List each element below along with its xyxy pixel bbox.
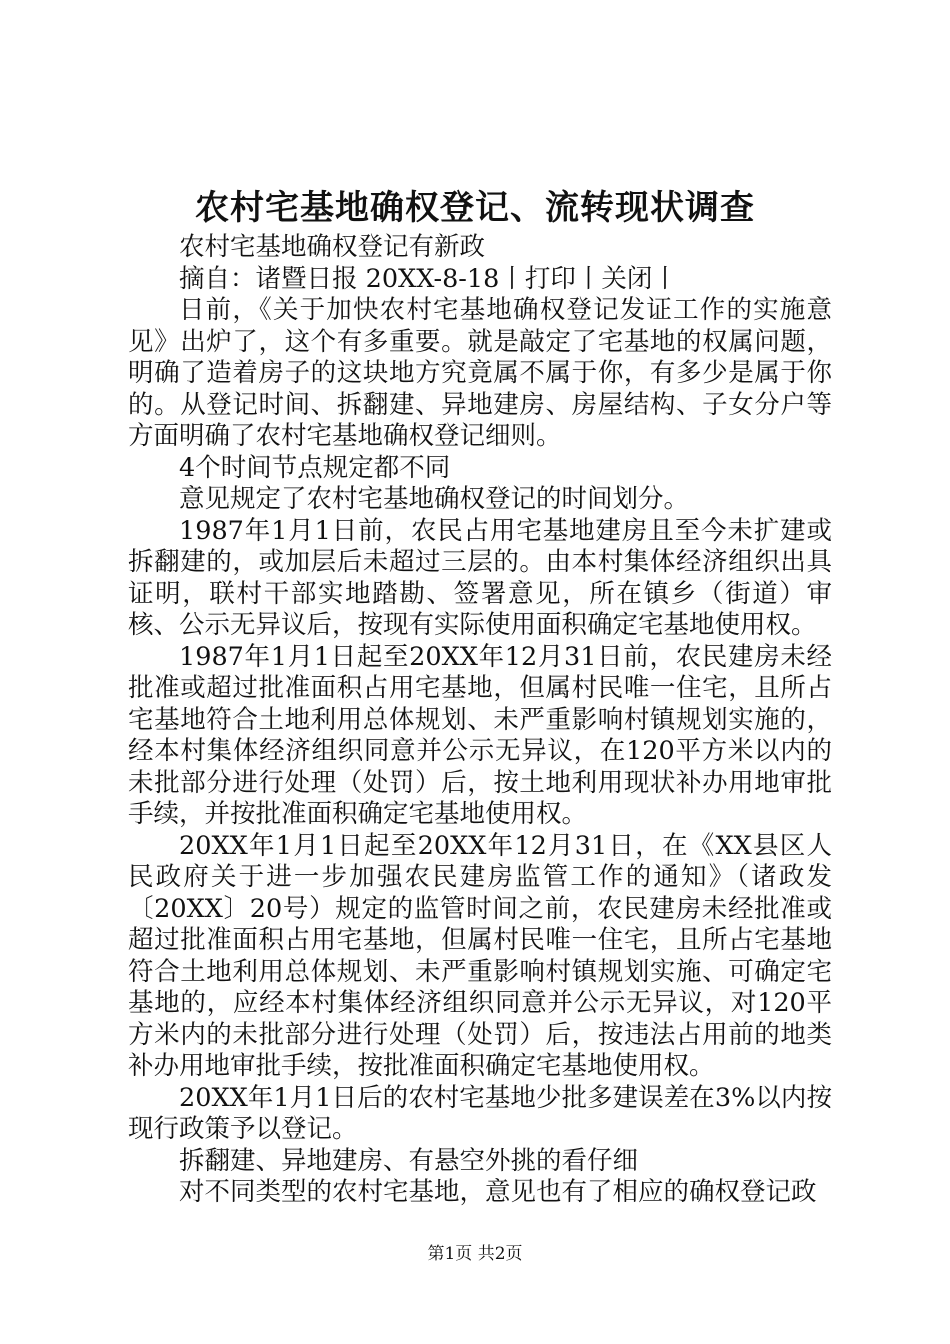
- document-body: [128, 232, 832, 1209]
- paragraph-source-line: 摘自：诸暨日报 20XX-8-18丨打印丨关闭丨: [179, 263, 678, 294]
- paragraph-before-1987: 1987年1月1日前，农民占用宅基地建房且至今未扩建或拆翻建的，或加层后未超过三层的。由本村集体经济组织出具证明，联村干部实地踏勘、签署意见，所在镇乡（街道）审核、公示无异议后，按现有实际使用面积确定宅基地使用权。: [128, 515, 832, 640]
- paragraph-1987-period: 1987年1月1日起至20XX年12月31日前，农民建房未经批准或超过批准面积占用宅基地，但属村民唯一住宅，且所占宅基地符合土地利用总体规划、未严重影响村镇规划实施的，经本村集体经济组织同意并公示无异议，在120平方米以内的未批部分进行处理（处罚）后，按土地利用现状补办用地审批手续，并按批准面积确定宅基地使用权。: [128, 641, 832, 829]
- page-footer: 第1页 共2页: [427, 1244, 523, 1264]
- paragraph-intro: 日前，《关于加快农村宅基地确权登记发证工作的实施意见》出炉了，这个有多重要。就是敲定了宅基地的权属问题，明确了造着房子的这块地方究竟属不属于你，有多少是属于你的。从登记时间、拆翻建、异地建房、房屋结构、子女分户等方面明确了农村宅基地确权登记细则。: [128, 295, 832, 451]
- paragraph-time-division: 意见规定了农村宅基地确权登记的时间划分。: [179, 484, 690, 514]
- paragraph-different-types: 对不同类型的农村宅基地，意见也有了相应的确权登记政: [179, 1177, 817, 1207]
- paragraph-after-20xx: 20XX年1月1日后的农村宅基地少批多建误差在3%以内按现行政策予以登记。: [128, 1082, 832, 1144]
- paragraph-section-heading-rebuild: 拆翻建、异地建房、有悬空外挑的看仔细: [179, 1145, 639, 1176]
- paragraph-20xx-period: 20XX年1月1日起至20XX年12月31日，在《XX县区人民政府关于进一步加强农民建房监管工作的通知》（诸政发〔20XX〕20号）规定的监管时间之前，农民建房未经批准或超过批准面积占用宅基地，但属村民唯一住宅，且所占宅基地符合土地利用总体规划、未严重影响村镇规划实施、可确定宅基地的，应经本村集体经济组织同意并公示无异议，对120平方米内的未批部分进行处理（处罚）后，按违法占用前的地类补办用地审批手续，按批准面积确定宅基地使用权。: [128, 830, 832, 1081]
- document-title: 农村宅基地确权登记、流转现状调查: [195, 188, 755, 228]
- paragraph-section-heading-time-nodes: 4个时间节点规定都不同: [179, 452, 451, 483]
- paragraph-subtitle: 农村宅基地确权登记有新政: [179, 232, 486, 262]
